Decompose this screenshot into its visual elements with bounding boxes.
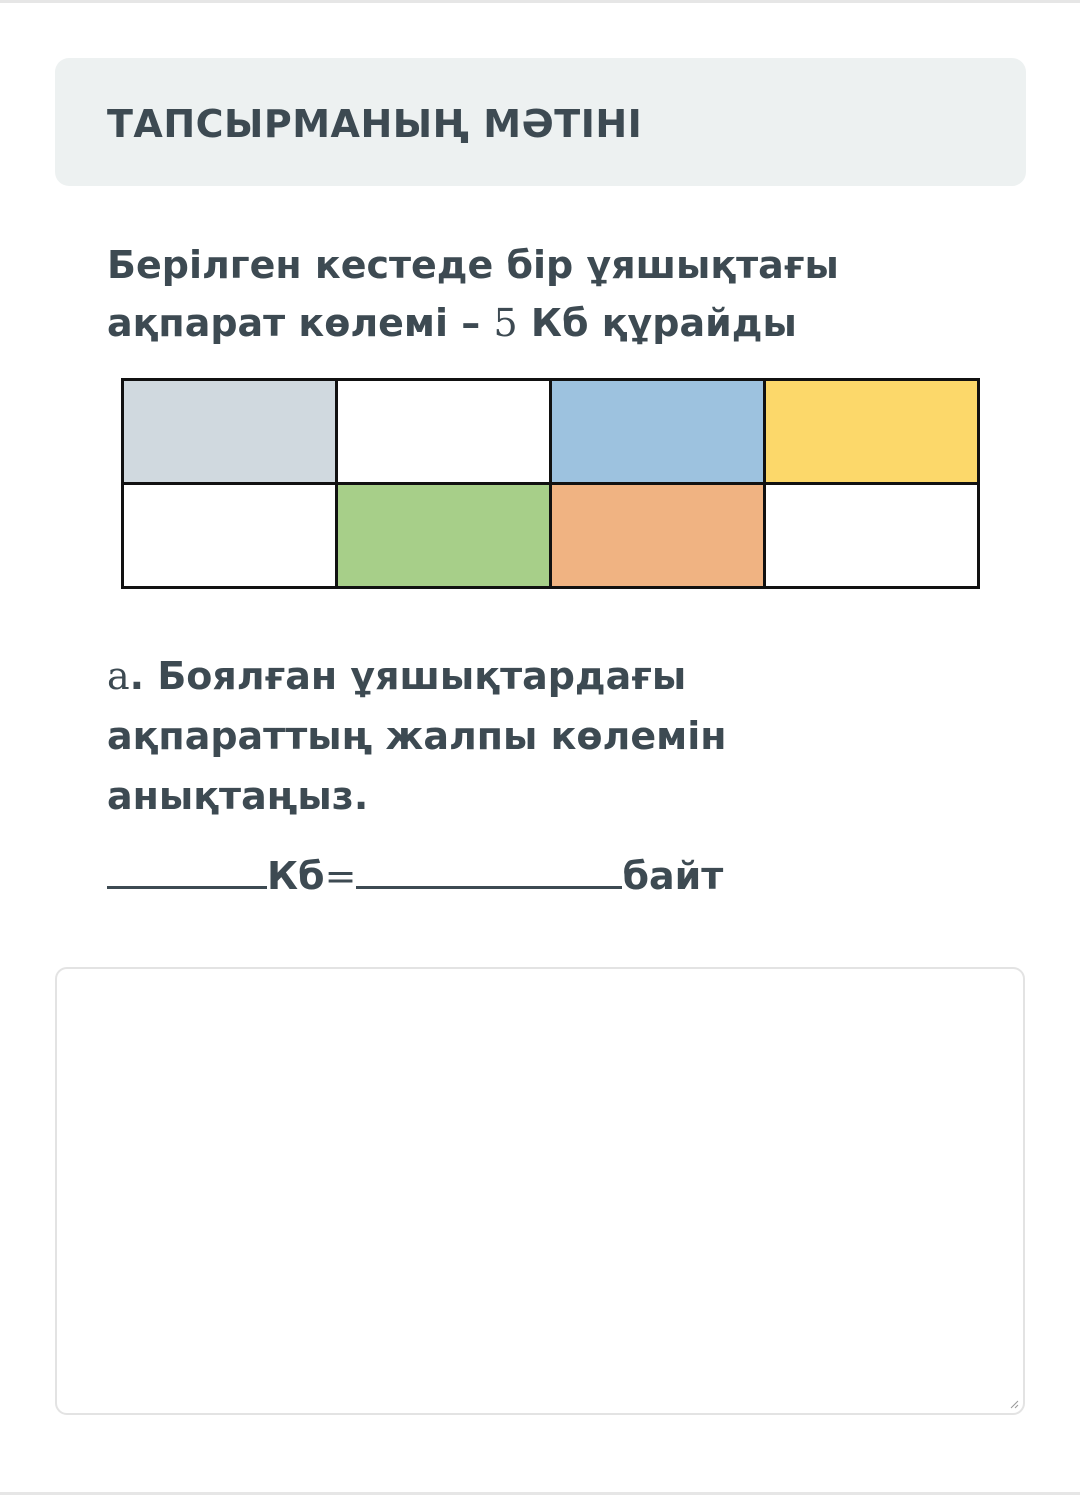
- task-header: [55, 58, 1026, 186]
- grid-row: [123, 380, 979, 484]
- question-line-2-suffix: Кб құрайды: [517, 301, 797, 345]
- equals-sign: =: [324, 854, 357, 898]
- grid-cell: [551, 484, 765, 588]
- grid-cell: [765, 484, 979, 588]
- grid-cell: [337, 380, 551, 484]
- grid-cell: [123, 380, 337, 484]
- question-line-2-prefix: ақпарат көлемі –: [107, 301, 494, 345]
- subquestion-line-1: [107, 646, 1007, 706]
- question-line-2: [107, 294, 1007, 352]
- question-line-1: Берілген кестеде бір ұяшықтағы: [107, 243, 839, 287]
- answer-textarea[interactable]: [55, 967, 1025, 1415]
- grid-cell: [765, 380, 979, 484]
- subquestion-line-2: ақпараттың жалпы көлемін: [107, 714, 727, 758]
- grid-row: [123, 484, 979, 588]
- byte-blank: [356, 846, 622, 889]
- kb-unit: Кб: [267, 854, 325, 898]
- byte-unit: байт: [622, 854, 724, 898]
- subquestion-a: [107, 646, 1007, 826]
- grid-cell: [551, 380, 765, 484]
- cell-grid: [121, 378, 980, 589]
- grid-cell: [337, 484, 551, 588]
- question-text: [107, 236, 1007, 352]
- cell-size-number: 5: [493, 301, 518, 345]
- answer-formula: [107, 846, 723, 904]
- subquestion-letter: а: [107, 654, 130, 698]
- resize-handle-icon[interactable]: [1009, 1399, 1019, 1409]
- task-header-title: ТАПСЫРМАНЫҢ МӘТІНІ: [107, 102, 643, 146]
- subquestion-line-1-rest: . Боялған ұяшықтардағы: [129, 654, 687, 698]
- kb-blank: [107, 846, 267, 889]
- subquestion-line-3: анықтаңыз.: [107, 774, 369, 818]
- grid-cell: [123, 484, 337, 588]
